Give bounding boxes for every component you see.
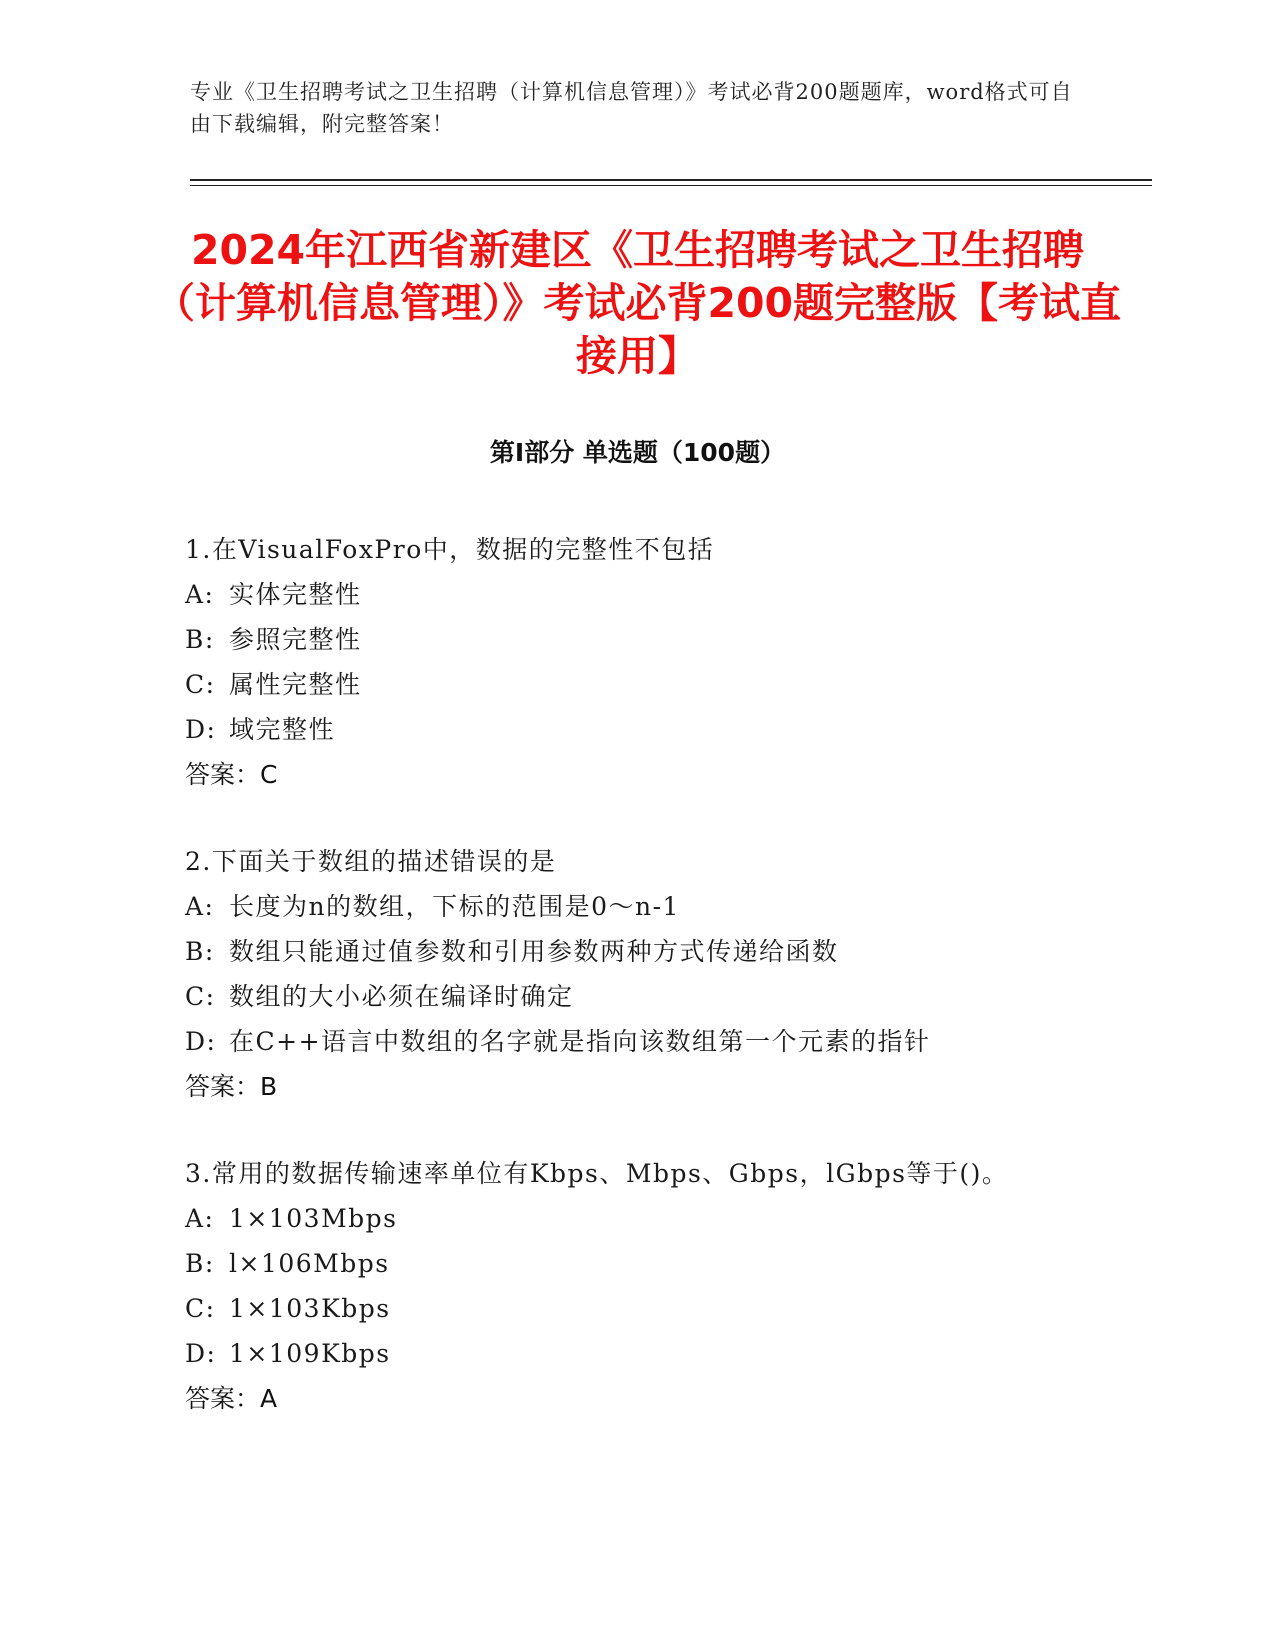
question-stem: 2.下面关于数组的描述错误的是	[185, 847, 557, 876]
option-b	[185, 1241, 1145, 1286]
question-2	[185, 839, 1145, 1109]
option-b	[185, 929, 1145, 974]
question-stem: 3.常用的数据传输速率单位有Kbps、Mbps、Gbps，lGbps等于()。	[185, 1159, 1009, 1188]
option-a	[185, 1196, 1145, 1241]
header-divider-thick	[190, 179, 1152, 181]
option-text: l×106Mbps	[229, 1249, 390, 1278]
option-d	[185, 707, 1145, 752]
answer-label: 答案：B	[185, 1072, 278, 1101]
option-c	[185, 662, 1145, 707]
option-a	[185, 572, 1145, 617]
option-key: A:	[185, 1204, 215, 1233]
option-text: 在C++语言中数组的名字就是指向该数组第一个元素的指针	[229, 1027, 931, 1056]
answer-label: 答案：A	[185, 1384, 278, 1413]
option-c	[185, 1286, 1145, 1331]
option-key: D:	[185, 715, 217, 744]
option-key: C:	[185, 1294, 216, 1323]
option-text: 属性完整性	[229, 670, 362, 699]
question-3	[185, 1151, 1145, 1421]
option-key: B:	[185, 937, 215, 966]
header-divider-thin	[190, 185, 1152, 186]
section-title: 第Ⅰ部分 单选题（100题）	[489, 438, 786, 467]
option-key: D:	[185, 1027, 217, 1056]
document-title: 2024年江西省新建区《卫生招聘考试之卫生招聘（计算机信息管理）》考试必背200题完整版【考试直接用】	[153, 226, 1122, 380]
option-key: B:	[185, 625, 215, 654]
option-key: D:	[185, 1339, 217, 1368]
option-text: 1×109Kbps	[229, 1339, 391, 1368]
option-text: 数组的大小必须在编译时确定	[229, 982, 574, 1011]
option-c	[185, 974, 1145, 1019]
option-key: C:	[185, 982, 216, 1011]
header-note: 专业《卫生招聘考试之卫生招聘（计算机信息管理）》考试必背200题题库，word格式可自由下载编辑，附完整答案！	[190, 80, 1073, 136]
question-1	[185, 527, 1145, 797]
option-key: C:	[185, 670, 216, 699]
option-text: 参照完整性	[229, 625, 362, 654]
option-key: A:	[185, 892, 215, 921]
option-b	[185, 617, 1145, 662]
option-a	[185, 884, 1145, 929]
option-text: 长度为n的数组，下标的范围是0～n-1	[229, 892, 680, 921]
option-key: A:	[185, 580, 215, 609]
option-text: 1×103Mbps	[229, 1204, 398, 1233]
option-text: 1×103Kbps	[229, 1294, 391, 1323]
option-text: 数组只能通过值参数和引用参数两种方式传递给函数	[229, 937, 839, 966]
answer-label: 答案：C	[185, 760, 278, 789]
option-text: 域完整性	[229, 715, 336, 744]
question-list	[185, 527, 1145, 1463]
option-key: B:	[185, 1249, 215, 1278]
option-text: 实体完整性	[229, 580, 362, 609]
question-stem: 1.在VisualFoxPro中，数据的完整性不包括	[185, 535, 715, 564]
option-d	[185, 1331, 1145, 1376]
option-d	[185, 1019, 1145, 1064]
